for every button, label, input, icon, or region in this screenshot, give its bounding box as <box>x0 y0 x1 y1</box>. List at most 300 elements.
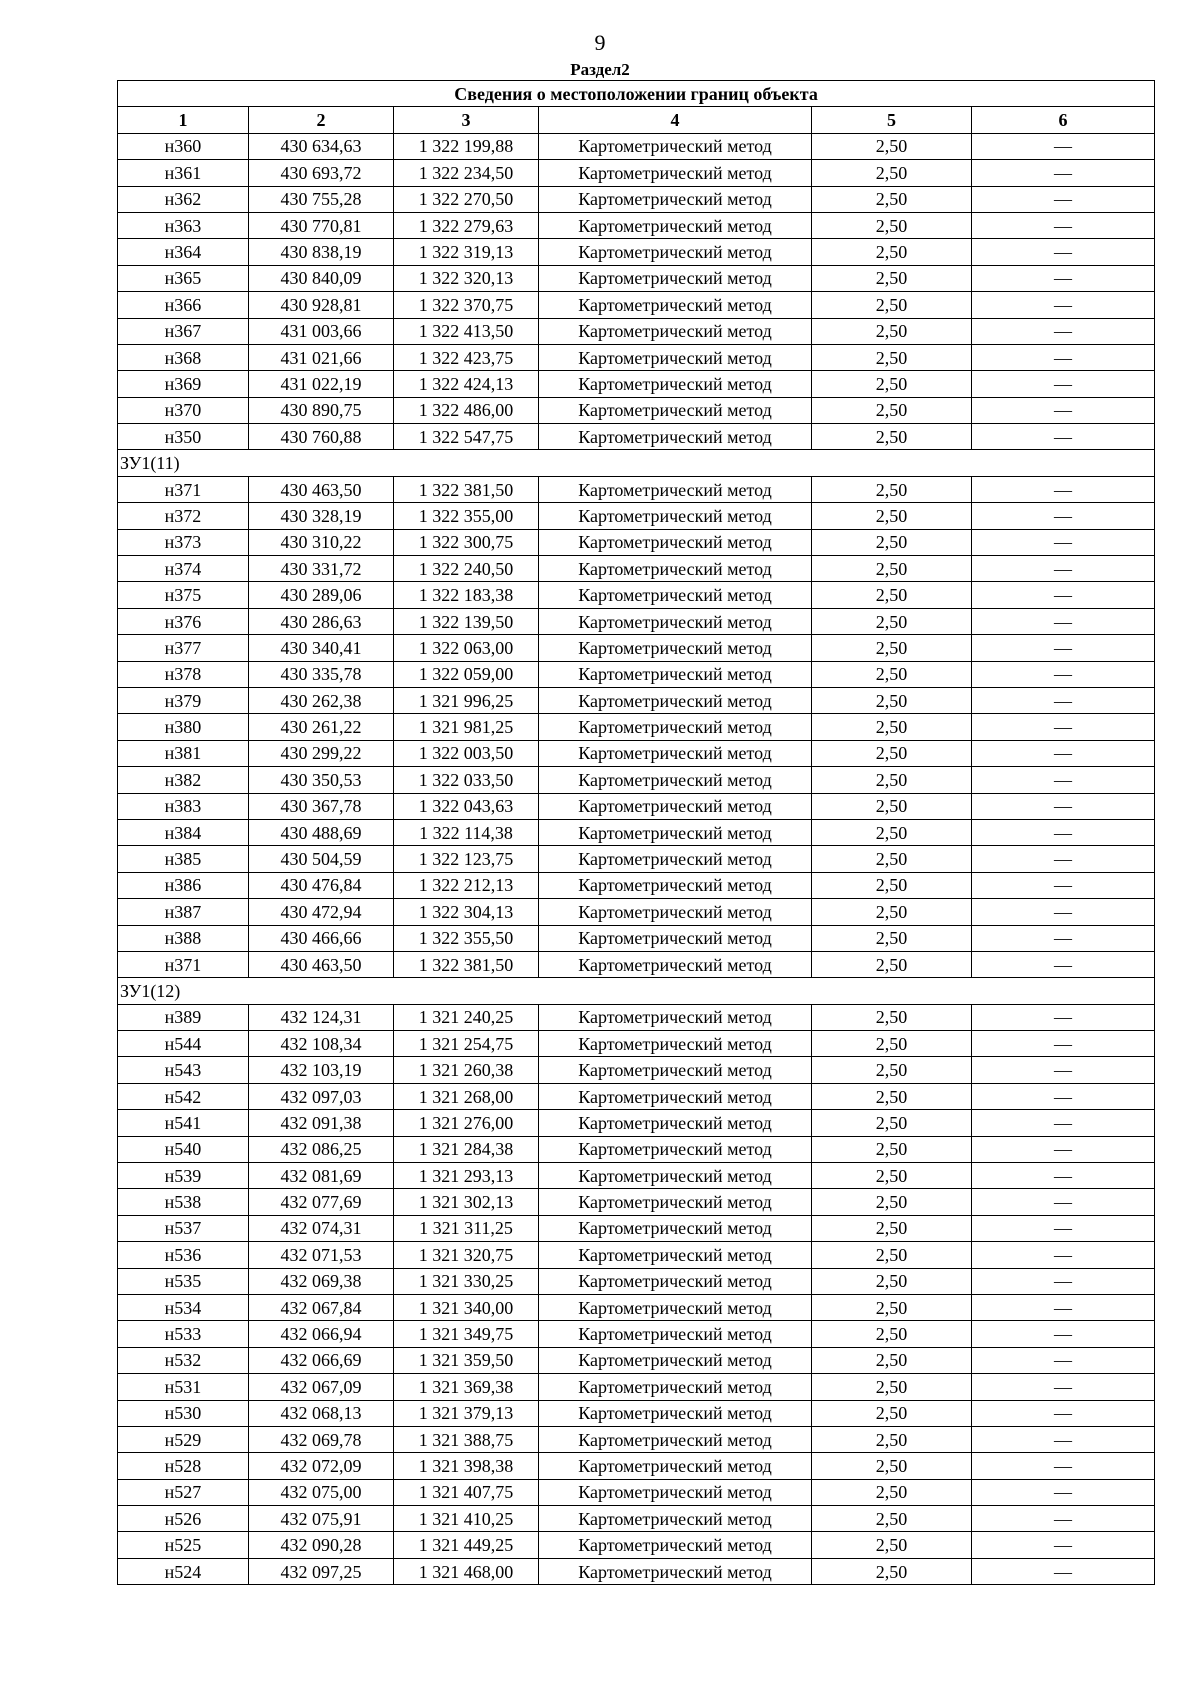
y-coordinate-cell: 1 322 003,50 <box>394 740 539 766</box>
x-coordinate-cell: 430 261,22 <box>249 714 394 740</box>
point-id-cell: н361 <box>118 160 249 186</box>
x-coordinate-cell: 430 504,59 <box>249 846 394 872</box>
table-row <box>118 899 1155 925</box>
point-id-cell: н373 <box>118 529 249 555</box>
y-coordinate-cell: 1 322 486,00 <box>394 397 539 423</box>
point-id-cell: н372 <box>118 503 249 529</box>
x-coordinate-cell: 431 022,19 <box>249 371 394 397</box>
accuracy-cell: 2,50 <box>812 740 972 766</box>
point-id-cell: н534 <box>118 1294 249 1320</box>
x-coordinate-cell: 430 299,22 <box>249 740 394 766</box>
x-coordinate-cell: 431 021,66 <box>249 344 394 370</box>
x-coordinate-cell: 432 075,91 <box>249 1506 394 1532</box>
y-coordinate-cell: 1 322 059,00 <box>394 661 539 687</box>
accuracy-cell: 2,50 <box>812 529 972 555</box>
accuracy-cell: 2,50 <box>812 925 972 951</box>
table-row <box>118 714 1155 740</box>
accuracy-cell: 2,50 <box>812 1110 972 1136</box>
table-row <box>118 819 1155 845</box>
y-coordinate-cell: 1 321 981,25 <box>394 714 539 740</box>
point-id-cell: н526 <box>118 1506 249 1532</box>
method-cell: Картометрический метод <box>539 951 812 977</box>
description-cell: — <box>972 397 1155 423</box>
accuracy-cell: 2,50 <box>812 133 972 159</box>
point-id-cell: н528 <box>118 1453 249 1479</box>
accuracy-cell: 2,50 <box>812 1083 972 1109</box>
table-row <box>118 503 1155 529</box>
method-cell: Картометрический метод <box>539 1268 812 1294</box>
point-id-cell: н371 <box>118 476 249 502</box>
point-id-cell: н536 <box>118 1242 249 1268</box>
column-number: 3 <box>394 107 539 133</box>
point-id-cell: н360 <box>118 133 249 159</box>
y-coordinate-cell: 1 321 240,25 <box>394 1004 539 1030</box>
table-row <box>118 212 1155 238</box>
x-coordinate-cell: 432 072,09 <box>249 1453 394 1479</box>
accuracy-cell: 2,50 <box>812 1453 972 1479</box>
description-cell: — <box>972 608 1155 634</box>
table-row <box>118 529 1155 555</box>
method-cell: Картометрический метод <box>539 1294 812 1320</box>
accuracy-cell: 2,50 <box>812 899 972 925</box>
method-cell: Картометрический метод <box>539 872 812 898</box>
accuracy-cell: 2,50 <box>812 1031 972 1057</box>
description-cell: — <box>972 1268 1155 1294</box>
table-row <box>118 951 1155 977</box>
description-cell: — <box>972 793 1155 819</box>
method-cell: Картометрический метод <box>539 1532 812 1558</box>
accuracy-cell: 2,50 <box>812 661 972 687</box>
x-coordinate-cell: 432 075,00 <box>249 1479 394 1505</box>
point-id-cell: н383 <box>118 793 249 819</box>
y-coordinate-cell: 1 322 234,50 <box>394 160 539 186</box>
method-cell: Картометрический метод <box>539 1426 812 1452</box>
point-id-cell: н382 <box>118 767 249 793</box>
method-cell: Картометрический метод <box>539 793 812 819</box>
method-cell: Картометрический метод <box>539 1189 812 1215</box>
accuracy-cell: 2,50 <box>812 872 972 898</box>
x-coordinate-cell: 432 074,31 <box>249 1215 394 1241</box>
method-cell: Картометрический метод <box>539 1558 812 1584</box>
table-row <box>118 793 1155 819</box>
x-coordinate-cell: 432 071,53 <box>249 1242 394 1268</box>
description-cell: — <box>972 1189 1155 1215</box>
y-coordinate-cell: 1 321 369,38 <box>394 1374 539 1400</box>
accuracy-cell: 2,50 <box>812 582 972 608</box>
point-id-cell: н532 <box>118 1347 249 1373</box>
x-coordinate-cell: 430 770,81 <box>249 212 394 238</box>
method-cell: Картометрический метод <box>539 1136 812 1162</box>
table-caption: Сведения о местоположении границ объекта <box>118 81 1155 107</box>
method-cell: Картометрический метод <box>539 1400 812 1426</box>
y-coordinate-cell: 1 322 043,63 <box>394 793 539 819</box>
accuracy-cell: 2,50 <box>812 1532 972 1558</box>
method-cell: Картометрический метод <box>539 371 812 397</box>
y-coordinate-cell: 1 322 319,13 <box>394 239 539 265</box>
accuracy-cell: 2,50 <box>812 819 972 845</box>
method-cell: Картометрический метод <box>539 714 812 740</box>
y-coordinate-cell: 1 322 547,75 <box>394 424 539 450</box>
y-coordinate-cell: 1 321 293,13 <box>394 1163 539 1189</box>
x-coordinate-cell: 430 840,09 <box>249 265 394 291</box>
table-row <box>118 186 1155 212</box>
method-cell: Картометрический метод <box>539 1110 812 1136</box>
method-cell: Картометрический метод <box>539 1453 812 1479</box>
method-cell: Картометрический метод <box>539 212 812 238</box>
point-id-cell: н367 <box>118 318 249 344</box>
x-coordinate-cell: 430 367,78 <box>249 793 394 819</box>
y-coordinate-cell: 1 321 398,38 <box>394 1453 539 1479</box>
table-row <box>118 635 1155 661</box>
x-coordinate-cell: 432 067,84 <box>249 1294 394 1320</box>
table-row <box>118 1453 1155 1479</box>
y-coordinate-cell: 1 322 320,13 <box>394 265 539 291</box>
accuracy-cell: 2,50 <box>812 186 972 212</box>
description-cell: — <box>972 1057 1155 1083</box>
description-cell: — <box>972 925 1155 951</box>
point-id-cell: н375 <box>118 582 249 608</box>
x-coordinate-cell: 432 068,13 <box>249 1400 394 1426</box>
method-cell: Картометрический метод <box>539 661 812 687</box>
table-row <box>118 133 1155 159</box>
x-coordinate-cell: 432 090,28 <box>249 1532 394 1558</box>
group-label: ЗУ1(12) <box>118 978 1155 1004</box>
method-cell: Картометрический метод <box>539 687 812 713</box>
page-number: 9 <box>594 30 606 55</box>
description-cell: — <box>972 1083 1155 1109</box>
x-coordinate-cell: 430 262,38 <box>249 687 394 713</box>
group-row <box>118 450 1155 476</box>
y-coordinate-cell: 1 321 254,75 <box>394 1031 539 1057</box>
method-cell: Картометрический метод <box>539 476 812 502</box>
x-coordinate-cell: 432 066,94 <box>249 1321 394 1347</box>
method-cell: Картометрический метод <box>539 1479 812 1505</box>
x-coordinate-cell: 430 760,88 <box>249 424 394 450</box>
description-cell: — <box>972 582 1155 608</box>
y-coordinate-cell: 1 322 423,75 <box>394 344 539 370</box>
point-id-cell: н544 <box>118 1031 249 1057</box>
method-cell: Картометрический метод <box>539 239 812 265</box>
table-row <box>118 292 1155 318</box>
point-id-cell: н384 <box>118 819 249 845</box>
description-cell: — <box>972 1242 1155 1268</box>
x-coordinate-cell: 430 693,72 <box>249 160 394 186</box>
x-coordinate-cell: 430 328,19 <box>249 503 394 529</box>
method-cell: Картометрический метод <box>539 1163 812 1189</box>
description-cell: — <box>972 556 1155 582</box>
method-cell: Картометрический метод <box>539 1057 812 1083</box>
method-cell: Картометрический метод <box>539 1506 812 1532</box>
method-cell: Картометрический метод <box>539 1083 812 1109</box>
y-coordinate-cell: 1 322 413,50 <box>394 318 539 344</box>
description-cell: — <box>972 1110 1155 1136</box>
y-coordinate-cell: 1 322 240,50 <box>394 556 539 582</box>
x-coordinate-cell: 432 108,34 <box>249 1031 394 1057</box>
point-id-cell: н539 <box>118 1163 249 1189</box>
accuracy-cell: 2,50 <box>812 1506 972 1532</box>
description-cell: — <box>972 1426 1155 1452</box>
table-row <box>118 925 1155 951</box>
x-coordinate-cell: 432 067,09 <box>249 1374 394 1400</box>
point-id-cell: н386 <box>118 872 249 898</box>
accuracy-cell: 2,50 <box>812 371 972 397</box>
method-cell: Картометрический метод <box>539 1215 812 1241</box>
method-cell: Картометрический метод <box>539 503 812 529</box>
method-cell: Картометрический метод <box>539 397 812 423</box>
x-coordinate-cell: 432 124,31 <box>249 1004 394 1030</box>
x-coordinate-cell: 430 755,28 <box>249 186 394 212</box>
column-number: 1 <box>118 107 249 133</box>
table-row <box>118 1558 1155 1584</box>
accuracy-cell: 2,50 <box>812 1215 972 1241</box>
accuracy-cell: 2,50 <box>812 160 972 186</box>
x-coordinate-cell: 432 103,19 <box>249 1057 394 1083</box>
x-coordinate-cell: 430 634,63 <box>249 133 394 159</box>
description-cell: — <box>972 1321 1155 1347</box>
x-coordinate-cell: 432 066,69 <box>249 1347 394 1373</box>
description-cell: — <box>972 1163 1155 1189</box>
y-coordinate-cell: 1 322 279,63 <box>394 212 539 238</box>
table-row <box>118 687 1155 713</box>
accuracy-cell: 2,50 <box>812 1136 972 1162</box>
x-coordinate-cell: 432 086,25 <box>249 1136 394 1162</box>
accuracy-cell: 2,50 <box>812 265 972 291</box>
y-coordinate-cell: 1 322 304,13 <box>394 899 539 925</box>
description-cell: — <box>972 767 1155 793</box>
y-coordinate-cell: 1 321 340,00 <box>394 1294 539 1320</box>
description-cell: — <box>972 160 1155 186</box>
description-cell: — <box>972 1215 1155 1241</box>
y-coordinate-cell: 1 321 349,75 <box>394 1321 539 1347</box>
point-id-cell: н381 <box>118 740 249 766</box>
point-id-cell: н533 <box>118 1321 249 1347</box>
accuracy-cell: 2,50 <box>812 1479 972 1505</box>
table-row <box>118 1347 1155 1373</box>
y-coordinate-cell: 1 321 330,25 <box>394 1268 539 1294</box>
y-coordinate-cell: 1 321 379,13 <box>394 1400 539 1426</box>
description-cell: — <box>972 344 1155 370</box>
point-id-cell: н379 <box>118 687 249 713</box>
column-number: 6 <box>972 107 1155 133</box>
description-cell: — <box>972 1558 1155 1584</box>
accuracy-cell: 2,50 <box>812 1558 972 1584</box>
table-row <box>118 1083 1155 1109</box>
y-coordinate-cell: 1 322 370,75 <box>394 292 539 318</box>
accuracy-cell: 2,50 <box>812 714 972 740</box>
table-row <box>118 1242 1155 1268</box>
y-coordinate-cell: 1 321 302,13 <box>394 1189 539 1215</box>
y-coordinate-cell: 1 322 139,50 <box>394 608 539 634</box>
method-cell: Картометрический метод <box>539 1347 812 1373</box>
table-row <box>118 608 1155 634</box>
accuracy-cell: 2,50 <box>812 687 972 713</box>
method-cell: Картометрический метод <box>539 265 812 291</box>
table-row <box>118 1374 1155 1400</box>
column-number: 2 <box>249 107 394 133</box>
point-id-cell: н365 <box>118 265 249 291</box>
point-id-cell: н374 <box>118 556 249 582</box>
description-cell: — <box>972 1400 1155 1426</box>
method-cell: Картометрический метод <box>539 767 812 793</box>
table-row <box>118 1426 1155 1452</box>
method-cell: Картометрический метод <box>539 582 812 608</box>
description-cell: — <box>972 1004 1155 1030</box>
accuracy-cell: 2,50 <box>812 951 972 977</box>
description-cell: — <box>972 635 1155 661</box>
description-cell: — <box>972 292 1155 318</box>
description-cell: — <box>972 1532 1155 1558</box>
point-id-cell: н540 <box>118 1136 249 1162</box>
y-coordinate-cell: 1 322 355,50 <box>394 925 539 951</box>
accuracy-cell: 2,50 <box>812 1321 972 1347</box>
table-row <box>118 1532 1155 1558</box>
y-coordinate-cell: 1 322 183,38 <box>394 582 539 608</box>
table-row <box>118 1506 1155 1532</box>
method-cell: Картометрический метод <box>539 133 812 159</box>
table-row <box>118 582 1155 608</box>
accuracy-cell: 2,50 <box>812 344 972 370</box>
group-row <box>118 978 1155 1004</box>
description-cell: — <box>972 1031 1155 1057</box>
description-cell: — <box>972 318 1155 344</box>
group-label: ЗУ1(11) <box>118 450 1155 476</box>
point-id-cell: н389 <box>118 1004 249 1030</box>
y-coordinate-cell: 1 322 381,50 <box>394 951 539 977</box>
accuracy-cell: 2,50 <box>812 424 972 450</box>
point-id-cell: н529 <box>118 1426 249 1452</box>
point-id-cell: н362 <box>118 186 249 212</box>
method-cell: Картометрический метод <box>539 529 812 555</box>
y-coordinate-cell: 1 321 410,25 <box>394 1506 539 1532</box>
method-cell: Картометрический метод <box>539 899 812 925</box>
y-coordinate-cell: 1 321 407,75 <box>394 1479 539 1505</box>
table-row <box>118 1163 1155 1189</box>
accuracy-cell: 2,50 <box>812 1426 972 1452</box>
y-coordinate-cell: 1 322 123,75 <box>394 846 539 872</box>
table-row <box>118 1031 1155 1057</box>
method-cell: Картометрический метод <box>539 424 812 450</box>
point-id-cell: н380 <box>118 714 249 740</box>
description-cell: — <box>972 1347 1155 1373</box>
table-row <box>118 1057 1155 1083</box>
method-cell: Картометрический метод <box>539 1031 812 1057</box>
point-id-cell: н531 <box>118 1374 249 1400</box>
x-coordinate-cell: 431 003,66 <box>249 318 394 344</box>
x-coordinate-cell: 430 286,63 <box>249 608 394 634</box>
x-coordinate-cell: 430 350,53 <box>249 767 394 793</box>
x-coordinate-cell: 430 289,06 <box>249 582 394 608</box>
table-row <box>118 1294 1155 1320</box>
x-coordinate-cell: 430 463,50 <box>249 476 394 502</box>
x-coordinate-cell: 430 476,84 <box>249 872 394 898</box>
point-id-cell: н376 <box>118 608 249 634</box>
y-coordinate-cell: 1 322 424,13 <box>394 371 539 397</box>
method-cell: Картометрический метод <box>539 344 812 370</box>
table-row <box>118 872 1155 898</box>
y-coordinate-cell: 1 322 381,50 <box>394 476 539 502</box>
point-id-cell: н530 <box>118 1400 249 1426</box>
table-row <box>118 1268 1155 1294</box>
table-row <box>118 1479 1155 1505</box>
caption-row <box>118 81 1155 107</box>
table-row <box>118 1189 1155 1215</box>
y-coordinate-cell: 1 321 468,00 <box>394 1558 539 1584</box>
method-cell: Картометрический метод <box>539 925 812 951</box>
accuracy-cell: 2,50 <box>812 292 972 318</box>
table-row <box>118 1321 1155 1347</box>
point-id-cell: н371 <box>118 951 249 977</box>
point-id-cell: н363 <box>118 212 249 238</box>
accuracy-cell: 2,50 <box>812 476 972 502</box>
table-row <box>118 1110 1155 1136</box>
description-cell: — <box>972 899 1155 925</box>
accuracy-cell: 2,50 <box>812 503 972 529</box>
description-cell: — <box>972 1453 1155 1479</box>
y-coordinate-cell: 1 322 212,13 <box>394 872 539 898</box>
x-coordinate-cell: 432 097,25 <box>249 1558 394 1584</box>
table-row <box>118 740 1155 766</box>
point-id-cell: н350 <box>118 424 249 450</box>
method-cell: Картометрический метод <box>539 292 812 318</box>
y-coordinate-cell: 1 321 260,38 <box>394 1057 539 1083</box>
table-row <box>118 846 1155 872</box>
point-id-cell: н388 <box>118 925 249 951</box>
description-cell: — <box>972 951 1155 977</box>
accuracy-cell: 2,50 <box>812 793 972 819</box>
point-id-cell: н364 <box>118 239 249 265</box>
y-coordinate-cell: 1 321 359,50 <box>394 1347 539 1373</box>
table-row <box>118 371 1155 397</box>
table-row <box>118 265 1155 291</box>
table-row <box>118 424 1155 450</box>
description-cell: — <box>972 740 1155 766</box>
accuracy-cell: 2,50 <box>812 318 972 344</box>
table-row <box>118 318 1155 344</box>
x-coordinate-cell: 430 890,75 <box>249 397 394 423</box>
x-coordinate-cell: 432 091,38 <box>249 1110 394 1136</box>
x-coordinate-cell: 430 340,41 <box>249 635 394 661</box>
table-row <box>118 239 1155 265</box>
point-id-cell: н543 <box>118 1057 249 1083</box>
table-row <box>118 160 1155 186</box>
x-coordinate-cell: 432 069,78 <box>249 1426 394 1452</box>
table-row <box>118 556 1155 582</box>
description-cell: — <box>972 1374 1155 1400</box>
description-cell: — <box>972 529 1155 555</box>
accuracy-cell: 2,50 <box>812 635 972 661</box>
table-row <box>118 476 1155 502</box>
point-id-cell: н387 <box>118 899 249 925</box>
accuracy-cell: 2,50 <box>812 1004 972 1030</box>
description-cell: — <box>972 133 1155 159</box>
point-id-cell: н525 <box>118 1532 249 1558</box>
point-id-cell: н385 <box>118 846 249 872</box>
method-cell: Картометрический метод <box>539 608 812 634</box>
y-coordinate-cell: 1 321 268,00 <box>394 1083 539 1109</box>
accuracy-cell: 2,50 <box>812 1400 972 1426</box>
description-cell: — <box>972 714 1155 740</box>
description-cell: — <box>972 661 1155 687</box>
description-cell: — <box>972 1479 1155 1505</box>
description-cell: — <box>972 846 1155 872</box>
accuracy-cell: 2,50 <box>812 608 972 634</box>
y-coordinate-cell: 1 321 276,00 <box>394 1110 539 1136</box>
description-cell: — <box>972 819 1155 845</box>
x-coordinate-cell: 430 466,66 <box>249 925 394 951</box>
point-id-cell: н524 <box>118 1558 249 1584</box>
method-cell: Картометрический метод <box>539 740 812 766</box>
x-coordinate-cell: 432 069,38 <box>249 1268 394 1294</box>
